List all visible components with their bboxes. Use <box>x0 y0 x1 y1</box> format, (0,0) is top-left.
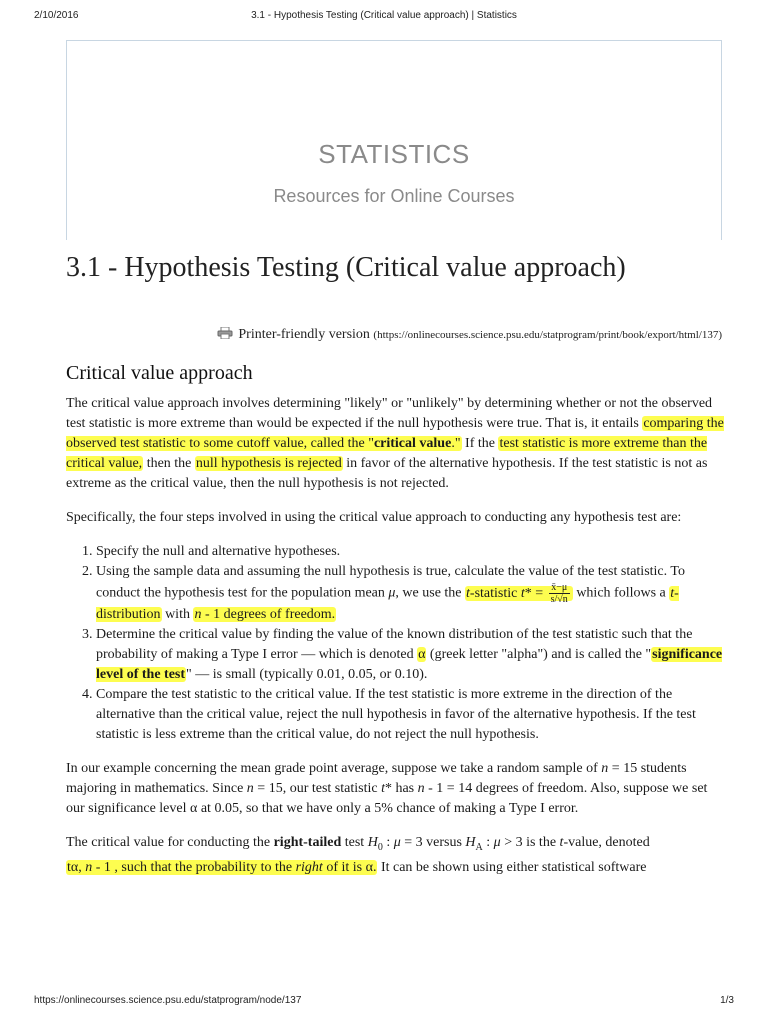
example-paragraph <box>66 759 726 819</box>
highlight-t-statistic <box>465 582 573 605</box>
print-header <box>0 10 768 24</box>
text-span: t <box>466 585 470 601</box>
highlight-alpha: α <box>418 647 426 662</box>
text-span: Determine the critical value by finding the value of the known distribution of the test statistic such that the probability of making a Type I error — which is denoted <box>96 627 693 662</box>
text-span: Using the sample data and assuming the null hypothesis is true, calculate the value of the test statistic. To conduct the hypothesis test for the population mean <box>96 564 685 601</box>
text-span: ." <box>451 436 461 451</box>
step-2 <box>96 562 726 625</box>
text-span: > 3 is the <box>500 835 560 850</box>
text-span: with <box>161 607 194 622</box>
text-span: test <box>341 835 368 850</box>
print-doc-title: 3.1 - Hypothesis Testing (Critical value approach) | Statistics <box>251 10 517 21</box>
text-span: t <box>670 585 675 601</box>
print-footer <box>0 995 768 1009</box>
text-span: - 1 degrees of freedom. <box>201 607 336 622</box>
steps-list <box>66 542 726 745</box>
text-span: , we use the <box>395 585 466 601</box>
step-3 <box>96 625 726 685</box>
t-statistic-fraction <box>549 582 570 605</box>
page-title: 3.1 - Hypothesis Testing (Critical value approach) <box>66 252 626 283</box>
text-span: It can be shown using either statistical software <box>377 859 647 875</box>
highlight-null-rejected: null hypothesis is rejected <box>195 456 342 471</box>
fraction-numerator: x̄−μ <box>549 582 570 594</box>
text-span: If the <box>461 436 499 451</box>
text-span: t <box>559 835 564 850</box>
text-span: : <box>482 835 494 850</box>
text-span: n <box>194 607 202 622</box>
text-span: " — is small (typically 0.01, 0.05, or 0.10). <box>186 667 428 682</box>
printer-friendly-url: (https://onlinecourses.science.psu.edu/statprogram/print/book/export/html/137) <box>373 329 722 341</box>
text-span: n <box>85 859 93 875</box>
text-span: : <box>382 835 394 850</box>
text-span: The critical value for conducting the <box>66 835 274 850</box>
text-span: tα, <box>67 859 86 875</box>
text-span: In our example concerning the mean grade point average, suppose we take a random sample of <box>66 761 602 776</box>
critical-value-paragraph <box>66 833 726 878</box>
print-date: 2/10/2016 <box>34 10 79 21</box>
text-span: H <box>367 835 378 850</box>
highlight-t-alpha <box>66 860 377 875</box>
text-span: μ <box>393 835 401 850</box>
printer-friendly-link[interactable]: Printer-friendly version <box>238 327 370 342</box>
text-span: then the <box>143 456 195 471</box>
text-span: -value, denoted <box>563 835 650 850</box>
text-span: in favor of the alternative hypothesis. If the test statistic is not as extreme as the critical value, then the null hypothesis is not rejected. <box>66 456 708 491</box>
text-span: A <box>475 841 483 853</box>
mu-symbol: μ <box>388 585 396 601</box>
critical-value-term: critical value <box>373 436 452 451</box>
site-title[interactable]: STATISTICS <box>318 139 470 169</box>
text-span: H <box>465 835 476 850</box>
text-span: n <box>417 781 425 796</box>
text-span: * = <box>524 585 547 601</box>
steps-intro-paragraph: Specifically, the four steps involved in using the critical value approach to conducting any hypothesis test are: <box>66 510 682 525</box>
text-span: which follows a <box>572 585 670 601</box>
text-span: = 15, our test statistic <box>253 781 382 796</box>
text-span: 0 <box>377 841 383 853</box>
text-span: of it is α. <box>322 859 377 875</box>
right-tailed-term: right-tailed <box>273 835 342 850</box>
text-span: comparing the observed test statistic to some cutoff value, called the " <box>66 416 724 451</box>
text-span: The critical value approach involves determining "likely" or "unlikely" by determining whether or not the observed test statistic is more extreme than would be expected if the null hypothesis were true. That is, it entails <box>66 396 713 431</box>
text-span: μ <box>493 835 501 850</box>
text-span: = 15 students majoring in mathematics. Since <box>66 761 687 796</box>
text-span: t <box>520 585 525 601</box>
text-span: - 1 , such that the probability to the <box>92 859 296 875</box>
text-span: significance level of the test <box>96 647 723 682</box>
section-heading: Critical value approach <box>66 362 253 384</box>
text-span: * has <box>384 781 418 796</box>
text-span: (greek letter "alpha") and is called the " <box>426 647 652 662</box>
highlight-degrees-freedom <box>193 607 336 622</box>
text-span: - 1 = 14 degrees of freedom. Also, suppose we set our significance level α at 0.05, so that we have only a 5% chance of making a Type I error. <box>66 781 708 816</box>
footer-page-number: 1/3 <box>720 995 734 1006</box>
text-span: -distribution <box>96 585 679 622</box>
footer-url: https://onlinecourses.science.psu.edu/statprogram/node/137 <box>34 995 302 1006</box>
site-banner <box>66 40 722 240</box>
printer-icon <box>217 327 233 339</box>
printer-friendly-line <box>217 327 722 343</box>
text-span: t <box>381 781 385 796</box>
text-span: -statistic <box>469 585 521 601</box>
main-content <box>66 362 726 892</box>
step-1: 1. Specify the null and alternative hypotheses. <box>96 542 726 562</box>
fraction-denominator: s/√n <box>550 594 568 605</box>
text-span: = 3 versus <box>400 835 466 850</box>
text-span: right <box>295 859 323 875</box>
text-span: n <box>601 761 609 776</box>
highlight-more-extreme: test statistic is more extreme than the critical value, <box>66 436 708 471</box>
site-subtitle: Resources for Online Courses <box>273 186 515 206</box>
intro-paragraph <box>66 394 726 494</box>
text-span: n <box>246 781 254 796</box>
step-4: 4. Compare the test statistic to the critical value. If the test statistic is more extreme in the direction of the alternative than the critical value, reject the null hypothesis in favor of the alternative hypothesis. If the test statistic is less extreme than the critical value, do not reject the null hypothesis. <box>96 685 726 745</box>
